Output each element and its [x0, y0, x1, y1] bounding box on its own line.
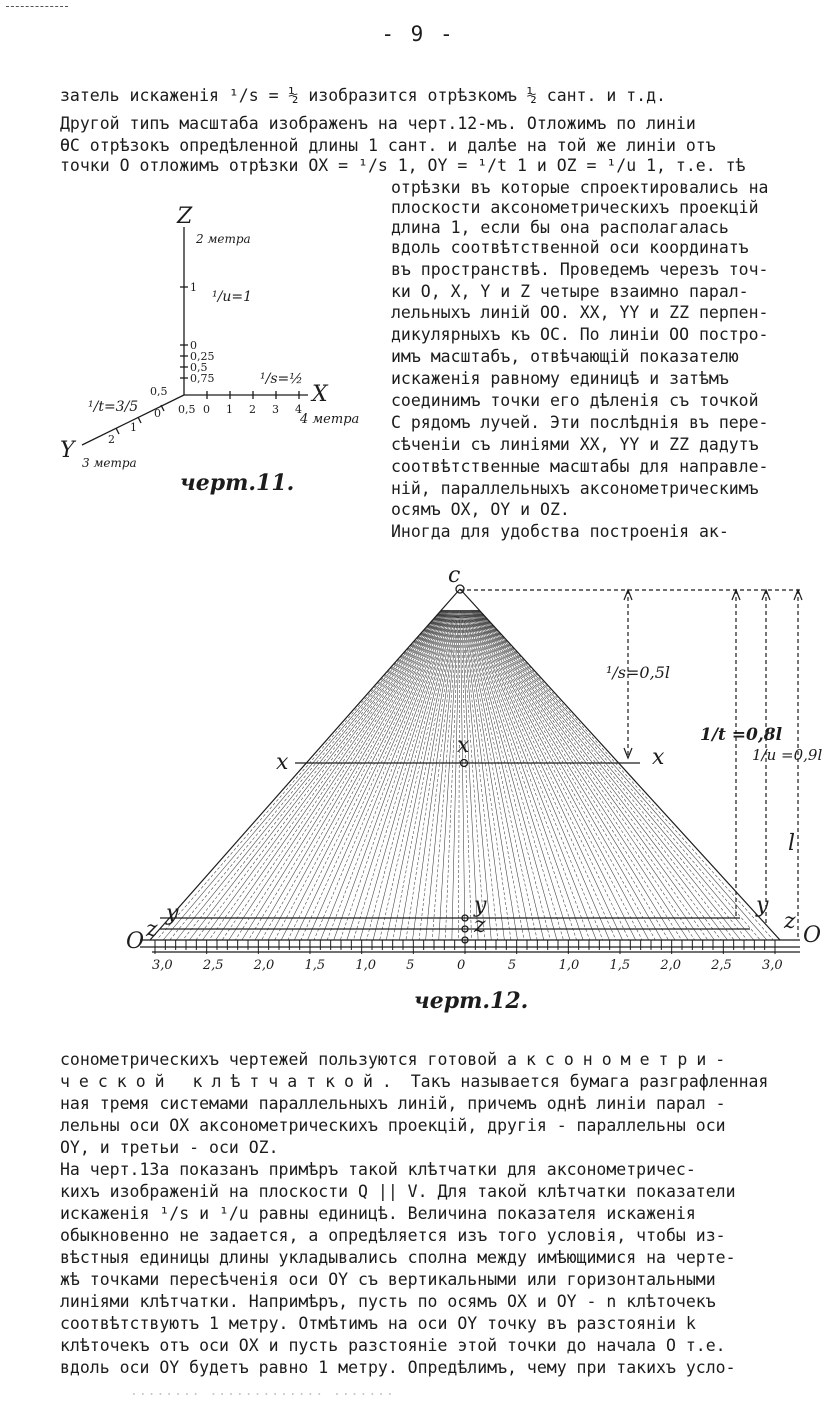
text-line: ӨС отрѣзокъ опредѣленной длины 1 сант. и далѣе на той же линіи отъ — [60, 136, 716, 155]
fig12-ray — [469, 610, 609, 940]
fig12-label-z-right: z — [784, 909, 796, 934]
fig12-edge-ray — [150, 589, 460, 940]
fig12-scale-label: 1,5 — [304, 958, 326, 973]
fig12-ray — [229, 610, 446, 940]
text-line: длина 1, если бы она располагалась — [391, 218, 729, 237]
fig12-ray — [288, 610, 450, 940]
fig12-ray — [294, 610, 450, 940]
fig12-edge-ray — [460, 589, 780, 940]
fig12-ray — [460, 610, 465, 940]
text-line: кихъ изображеній на плоскости Q || V. Для такой клѣтчатки показатели — [60, 1182, 736, 1201]
fig12-label-x-right: x — [652, 745, 665, 770]
fig12-dim-t: 1/t =0,8l — [700, 725, 783, 745]
fig12-label-y-center: y — [474, 893, 487, 918]
text-line: На черт.13а показанъ примѣръ такой клѣтчатки для аксонометричес- — [60, 1160, 696, 1179]
fig12-ray — [467, 610, 583, 940]
fig12-ray — [222, 610, 446, 940]
fig12-scale-label: 5 — [507, 958, 517, 973]
text-line: клѣточекъ отъ оси ОХ и пусть разстояніе этой точки до начала О т.е. — [60, 1336, 726, 1355]
text-line: въ пространствѣ. Проведемъ черезъ точ- — [391, 260, 769, 279]
fig12-ray — [477, 610, 741, 940]
text-line: Иногда для удобства построенія ак- — [391, 522, 729, 541]
fig11-y-tick: 0 — [154, 407, 161, 420]
text-line: соотвѣтственные масштабы для направле- — [391, 457, 769, 476]
fig12-scale-label: 1,5 — [609, 958, 631, 973]
fig12-ray — [468, 610, 590, 940]
spaced-word: ческой клѣтчаткой. — [60, 1072, 401, 1091]
fig12-ray — [465, 610, 550, 940]
fig12-label-y-left: y — [166, 901, 179, 926]
text-line-part: сонометрическихъ чертежей пользуются готовой — [60, 1050, 498, 1069]
fig12-ray — [473, 610, 669, 940]
fig12-scale-label: 1,0 — [355, 958, 377, 973]
fig12-ray — [469, 610, 616, 940]
fig12-scale-label: 3,0 — [152, 958, 173, 973]
fig12-scale-label: 2,0 — [660, 958, 682, 973]
fig11-x-meter: 4 метра — [300, 412, 360, 427]
text-line: затель искаженія ¹/s = ½ изобразится отрѣзкомъ ½ сант. и т.д. — [60, 86, 666, 105]
fig12-label-x-center: x — [457, 733, 470, 758]
text-line: линіями клѣтчатки. Напримѣръ, пусть по осямъ ОХ и ОY - n клѣточекъ — [60, 1292, 716, 1311]
fig12-ray — [275, 610, 449, 940]
fig12-label-o-left: O — [126, 929, 145, 954]
fig12-scale-label: 0 — [457, 958, 466, 973]
fig11-z-label: Z — [177, 205, 193, 229]
text-line: Другой типъ масштаба изображенъ на черт.12-мъ. Отложимъ по линіи — [60, 114, 696, 133]
fig12-ray — [478, 610, 754, 940]
fig12-ray — [473, 610, 675, 940]
text-line: дикулярныхъ къ ОС. По линіи ОО постро- — [391, 325, 769, 344]
fig12-ray — [235, 610, 446, 940]
figure-12-caption: черт.12. — [414, 988, 529, 1014]
fig11-x-tick: 2 — [249, 403, 256, 416]
fig12-ray — [373, 610, 455, 940]
fig12-ray — [248, 610, 447, 940]
fig12-ray — [474, 610, 701, 940]
fig11-x-tick: 1 — [226, 403, 233, 416]
figure-11 — [50, 205, 390, 470]
text-line: ная тремя системами параллельныхъ линій, причемъ однѣ линіи парал - — [60, 1094, 726, 1113]
bleed-through-text: ........ ............. ....... — [130, 1384, 395, 1399]
fig12-scale-label: 5 — [406, 958, 415, 973]
text-line: вдоль оси ОY будетъ равно 1 метру. Опредѣлимъ, чему при такихъ усло- — [60, 1358, 736, 1377]
fig12-ray — [393, 610, 456, 940]
fig12-ray — [458, 610, 459, 940]
text-line — [60, 1050, 734, 1070]
fig12-ray — [469, 610, 603, 940]
fig12-scale-label: 2,5 — [202, 958, 224, 973]
fig12-ray — [477, 610, 747, 940]
fig12-ray — [157, 610, 442, 940]
text-line: С рядомъ лучей. Эти послѣднія въ пере- — [391, 413, 769, 432]
fig12-ray — [478, 610, 766, 940]
fig11-z-meter: 2 метра — [196, 232, 251, 246]
fig11-y-tick: 0,5 — [150, 385, 168, 398]
fig12-ray — [479, 610, 774, 940]
text-line — [60, 1072, 768, 1092]
fig12-label-l: l — [788, 831, 796, 856]
text-line: вдоль соотвѣтственной оси координатъ — [391, 238, 749, 257]
text-line: ОY, и третьи - оси ОZ. — [60, 1138, 279, 1157]
fig12-ray — [463, 610, 517, 940]
fig12-ray — [308, 610, 451, 940]
fig12-ray — [209, 610, 445, 940]
fig12-ray — [242, 610, 447, 940]
text-line: вѣстныя единицы длины укладывались сполна между имѣющимися на черте- — [60, 1248, 736, 1267]
fig11-x-label: X — [312, 382, 328, 407]
fig12-ray — [281, 610, 449, 940]
fig12-ray — [321, 610, 452, 940]
fig12-scale-label: 2,0 — [253, 958, 275, 973]
fig12-ray — [476, 610, 721, 940]
fig11-y-tick: 2 — [108, 433, 115, 446]
text-line: соединимъ точки его дѣленія съ точкой — [391, 391, 759, 410]
fig11-z-tick: 1 — [190, 281, 197, 294]
spaced-word: аксонометри- — [507, 1050, 735, 1069]
scan-top-mark — [6, 6, 68, 9]
text-line: ки О, X, Y и Z четыре взаимно парал- — [391, 282, 749, 301]
fig11-z-tick: 0,5 — [190, 361, 208, 374]
fig11-x-tick: 4 — [295, 403, 302, 416]
fig12-ray — [472, 610, 662, 940]
fig12-ray — [189, 610, 443, 940]
fig12-dim-u: 1/u =0,9l — [752, 746, 823, 764]
fig12-label-c: c — [448, 563, 461, 588]
fig12-label-x-left: x — [276, 750, 289, 775]
text-line: искаженія ¹/s и ¹/u равны единицѣ. Величина показателя искаженія — [60, 1204, 696, 1223]
fig12-ray — [183, 610, 444, 940]
fig12-scale-label: 1,0 — [558, 958, 580, 973]
fig12-scale-label: 3,0 — [762, 958, 783, 973]
fig11-x-tick: 0,5 — [178, 403, 196, 416]
text-line-part: Такъ называется бумага разграфленная — [400, 1072, 769, 1091]
fig12-ray — [471, 610, 636, 940]
fig12-ray — [216, 610, 446, 940]
fig12-ray — [476, 610, 727, 940]
text-line: жѣ точками пересѣченія оси ОY съ вертикальными или горизонтальными — [60, 1270, 716, 1289]
fig12-ray — [445, 610, 459, 940]
fig11-x-tick: 3 — [272, 403, 279, 416]
text-line: имъ масштабъ, отвѣчающій показателю — [391, 347, 739, 366]
text-line: осямъ ОХ, ОY и ОZ. — [391, 500, 570, 519]
fig11-ratio-t: ¹/t=3/5 — [88, 399, 139, 415]
fig12-ray — [367, 610, 455, 940]
fig12-ray — [474, 610, 688, 940]
fig11-z-tick: 0,25 — [190, 350, 215, 363]
figure-11-caption: черт.11. — [180, 470, 295, 496]
text-line: ній, параллельныхъ аксонометрическимъ — [391, 479, 759, 498]
fig12-ray — [170, 610, 443, 940]
fig11-ratio-u: ¹/u=1 — [212, 289, 252, 305]
text-line: отрѣзки въ которые спроектировались на — [391, 178, 769, 197]
fig11-z-tick: 0 — [190, 339, 197, 352]
fig12-ray — [327, 610, 452, 940]
text-line: обыкновенно не задается, а опредѣляется изъ того условія, чтобы из- — [60, 1226, 726, 1245]
fig12-ray — [478, 610, 760, 940]
fig12-label-y-right: y — [756, 893, 769, 918]
page-number: - 9 - — [381, 22, 455, 46]
text-line: лельныхъ линій ОО. XX, YY и ZZ перпен- — [391, 303, 769, 322]
fig12-scale-label: 2,5 — [711, 958, 732, 973]
text-line: искаженія равному единицѣ и затѣмъ — [391, 369, 729, 388]
fig11-y-tick: 1 — [130, 421, 137, 434]
text-line: лельны оси ОХ аксонометрическихъ проекцій, другія - параллельны оси — [60, 1116, 726, 1135]
text-line: плоскости аксонометрическихъ проекцій — [391, 198, 759, 217]
text-line: точки О отложимъ отрѣзки ОХ = ¹/s 1, ОY = ¹/t 1 и ОZ = ¹/u 1, т.е. тѣ — [60, 156, 746, 175]
fig12-label-z-left: z — [146, 917, 158, 942]
fig11-x-tick: 0 — [203, 403, 210, 416]
fig12-label-o-right: O — [803, 923, 822, 948]
fig12-ray — [471, 610, 642, 940]
fig12-ray — [474, 610, 695, 940]
fig11-ratio-s: ¹/s=½ — [260, 371, 303, 387]
fig11-z-tick: 0,75 — [190, 372, 215, 385]
fig12-ray — [262, 610, 449, 940]
figure-12 — [0, 560, 836, 980]
text-line: сѣченіи съ линіями XX, YY и ZZ дадутъ — [391, 435, 759, 454]
fig11-y-label: Y — [60, 438, 75, 463]
fig12-ray — [472, 610, 656, 940]
fig12-dim-s: ¹/s=0,5l — [606, 663, 670, 682]
fig12-ray — [176, 610, 443, 940]
fig11-y-meter: 3 метра — [82, 456, 137, 470]
fig12-ray — [475, 610, 708, 940]
fig12-label-z-center: z — [474, 913, 486, 938]
text-line: соотвѣтствуютъ 1 метру. Отмѣтимъ на оси ОY точку въ разстояніи k — [60, 1314, 696, 1333]
fig12-ray — [353, 610, 453, 940]
fig12-ray — [467, 610, 570, 940]
